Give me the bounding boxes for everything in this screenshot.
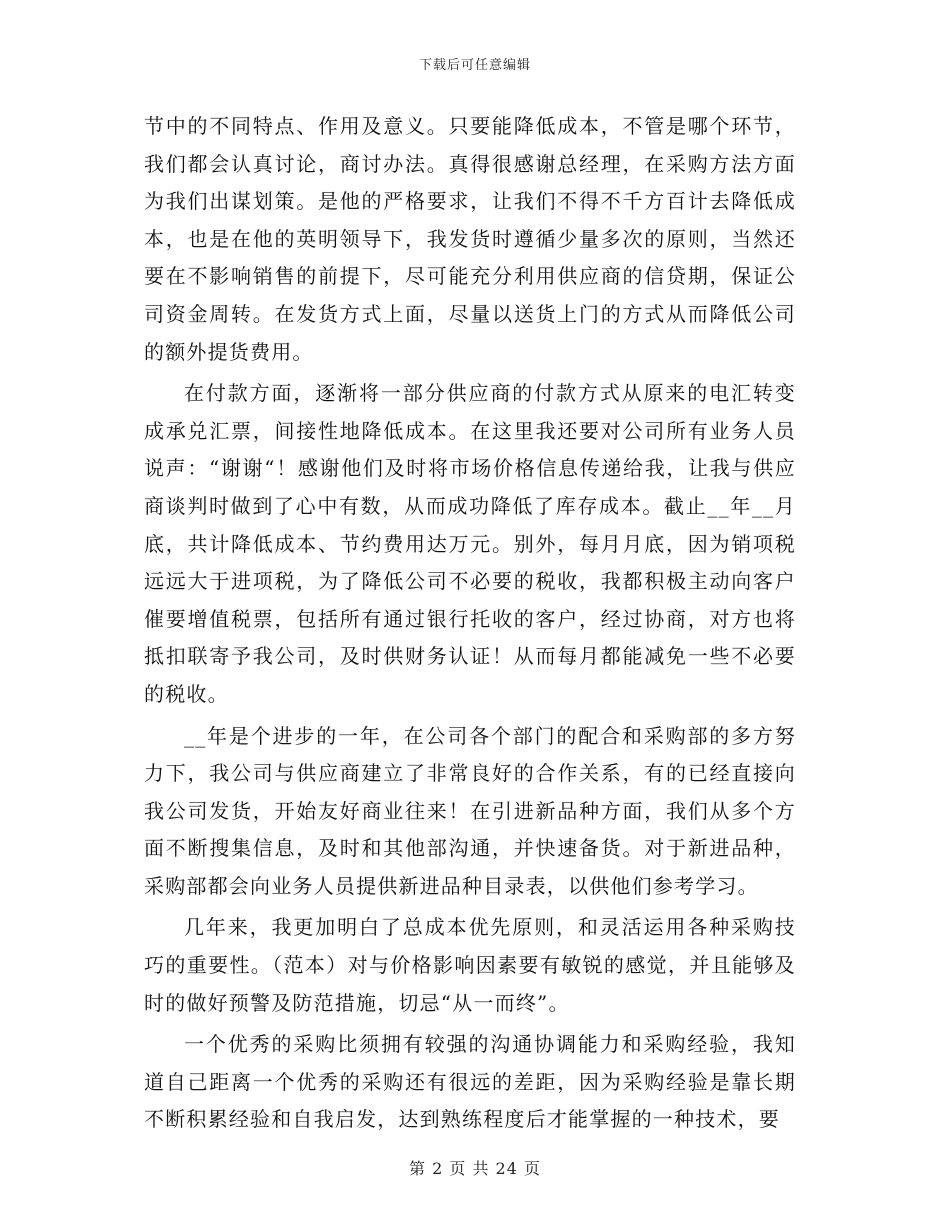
paragraph-5: 一个优秀的采购比须拥有较强的沟通协调能力和采购经验，我知道自己距离一个优秀的采购还有很远的差距，因为采购经验是靠长期不断积累经验和自我启发，达到熟练程度后才能掌握的一种技术，要 [144,1032,796,1132]
paragraph-4: 几年来，我更加明白了总成本优先原则，和灵活运用各种采购技巧的重要性。（范本）对与价格影响因素要有敏锐的感觉，并且能够及时的做好预警及防范措施，切忌“从一而终”。 [144,915,796,1015]
page-header: 下载后可任意编辑 [418,58,531,73]
document-body [144,108,796,1143]
paragraph-1: 节中的不同特点、作用及意义。只要能降低成本，不管是哪个环节，我们都会认真讨论，商讨办法。真得很感谢总经理，在采购方法方面为我们出谋划策。是他的严格要求，让我们不得不千方百计去降低成本，也是在他的英明领导下，我发货时遵循少量多次的原则，当然还要在不影响销售的前提下，尽可能充分利用供应商的信贷期，保证公司资金周转。在发货方式上面，尽量以送货上门的方式从而降低公司的额外提货费用。 [144,114,796,364]
paragraph-2: 在付款方面，逐渐将一部分供应商的付款方式从原来的电汇转变成承兑汇票，间接性地降低成本。在这里我还要对公司所有业务人员说声：“谢谢“！感谢他们及时将市场价格信息传递给我，让我与供应商谈判时做到了心中有数，从而成功降低了库存成本。截止__年__月底，共计降低成本、节约费用达万元。别外，每月月底，因为销项税远远大于进项税，为了降低公司不必要的税收，我都积极主动向客户催要增值税票，包括所有通过银行托收的客户，经过协商，对方也将抵扣联寄予我公司，及时供财务认证！从而每月都能减免一些不必要的税收。 [144,381,796,706]
paragraph-3: __年是个进步的一年，在公司各个部门的配合和采购部的多方努力下，我公司与供应商建立了非常良好的合作关系，有的已经直接向我公司发货，开始友好商业往来！在引进新品种方面，我们从多个方面不断搜集信息，及时和其他部沟通，并快速备货。对于新进品种，采购部都会向业务人员提供新进品种目录表，以供他们参考学习。 [144,723,796,898]
page-footer: 第 2 页 共 24 页 [409,1159,541,1178]
